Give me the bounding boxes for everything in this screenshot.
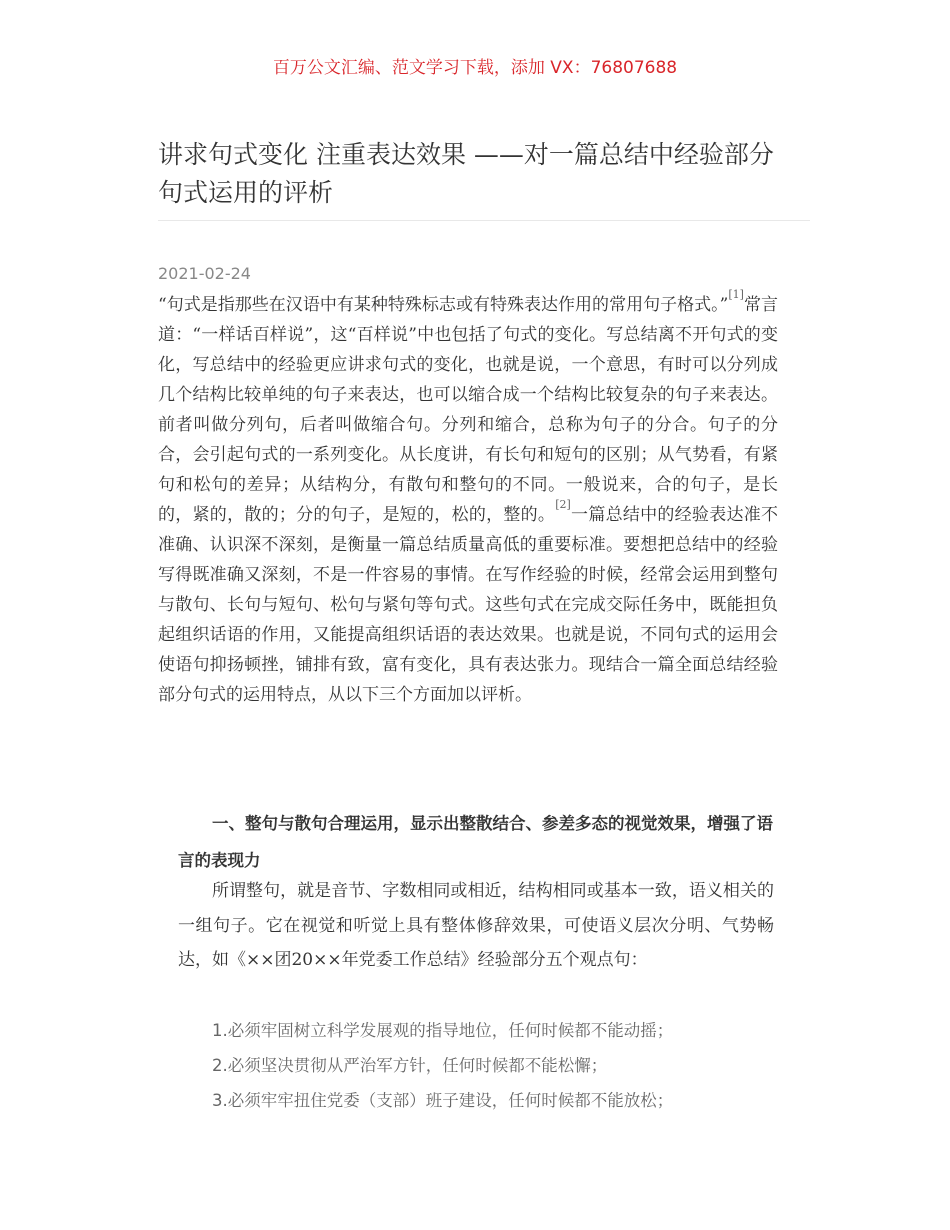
point-item-1: 1.必须牢固树立科学发展观的指导地位，任何时候都不能动摇； [212,1021,674,1040]
footnote-ref-2[interactable]: [2] [555,498,571,511]
intro-text-part3: 一篇总结中的经验表达准不准确、认识深不深刻，是衡量一篇总结质量高低的重要标准。要想把总结中的经验写得既准确又深刻，不是一件容易的事情。在写作经验的时候，经常会运用到整句与散句、长句与短句、松句与紧句等句式。这些句式在完成交际任务中，既能担负起组织话语的作用，又能提高组织话语的表达效果。也就是说，不同句式的运用会使语句抑扬顿挫，铺排有致，富有变化，具有表达张力。现结合一篇全面总结经验部分句式的运用特点，从以下三个方面加以评析。 [158,505,779,705]
publish-date: 2021-02-24 [158,264,251,283]
section-paragraph-1: 所谓整句，就是音节、字数相同或相近，结构相同或基本一致，语义相关的一组句子。它在视觉和听觉上具有整体修辞效果，可使语义层次分明、气势畅达，如《××团20××年党委工作总结》经验部分五个观点句： [178,881,774,970]
point-item-2: 2.必须坚决贯彻从严治军方针，任何时候都不能松懈； [212,1056,608,1075]
point-item-3: 3.必须牢牢扭住党委（支部）班子建设，任何时候都不能放松； [212,1091,674,1110]
footnote-ref-1[interactable]: [1] [728,288,744,301]
point-list [212,1013,772,1118]
intro-text-part1: “句式是指那些在汉语中有某种特殊标志或有特殊表达作用的常用句子格式。” [158,295,729,315]
section-heading-1: 一、整句与散句合理运用，显示出整散结合、参差多态的视觉效果，增强了语言的表现力 [178,814,773,870]
promo-banner: 百万公文汇编、范文学习下载，添加 VX：76807688 [272,58,678,78]
title-divider [158,220,810,221]
intro-paragraph [158,290,778,710]
intro-text-part2: 常言道：“一样话百样说”，这“百样说”中也包括了句式的变化。写总结离不开句式的变化，写总结中的经验更应讲求句式的变化，也就是说，一个意思，有时可以分列成几个结构比较单纯的句子来表达，也可以缩合成一个结构比较复杂的句子来表达。前者叫做分列句，后者叫做缩合句。分列和缩合，总称为句子的分合。句子的分合，会引起句式的一系列变化。从长度讲，有长句和短句的区别；从气势看，有紧句和松句的差异；从结构分，有散句和整句的不同。一般说来，合的句子，是长的，紧的，散的；分的句子，是短的，松的，整的。 [158,295,778,525]
article-title: 讲求句式变化 注重表达效果 ——对一篇总结中经验部分句式运用的评析 [158,140,774,207]
